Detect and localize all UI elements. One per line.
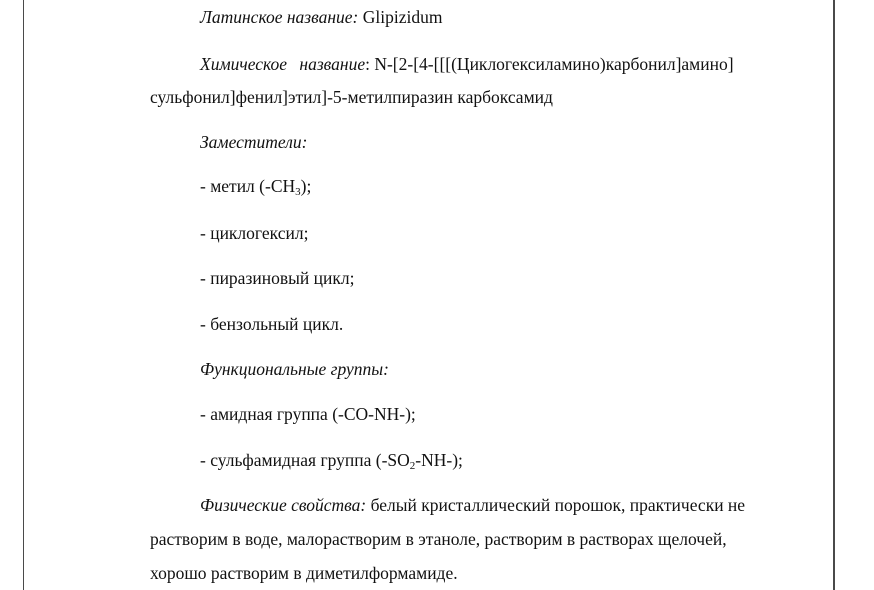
functional-groups-heading: Функциональные группы: bbox=[200, 359, 389, 379]
substituent-methyl bbox=[200, 176, 311, 197]
latin-name-label: Латинское название: bbox=[200, 7, 359, 27]
chemical-name-line-1 bbox=[200, 54, 773, 75]
substituent-cyclohexyl: - циклогексил; bbox=[200, 223, 309, 243]
methyl-subscript: 3 bbox=[295, 186, 301, 198]
physical-properties-line-2: растворим в воде, малорастворим в этаноле, растворим в растворах щелочей, bbox=[150, 529, 727, 549]
physical-properties-line-3: хорошо растворим в диметилформамиде. bbox=[150, 563, 458, 583]
page-right-border bbox=[833, 0, 835, 590]
chemical-name-value-1: : N-[2-[4-[[[(Циклогексиламино)карбонил]амино] bbox=[365, 54, 734, 74]
latin-name-value: Glipizidum bbox=[358, 7, 443, 27]
chemical-name-label: Химическое название bbox=[200, 54, 366, 74]
group-amide: - амидная группа (-CO-NH-); bbox=[200, 404, 416, 424]
chemical-name-line-2: сульфонил]фенил]этил]-5-метилпиразин карбоксамид bbox=[150, 87, 553, 107]
substituent-benzene: - бензольный цикл. bbox=[200, 314, 344, 334]
physical-properties-label: Физические свойства: bbox=[200, 495, 367, 515]
substituents-heading: Заместители: bbox=[200, 132, 308, 152]
latin-name-line bbox=[200, 7, 442, 28]
sulfamide-suffix: -NH-); bbox=[415, 450, 463, 470]
sulfamide-subscript: 2 bbox=[409, 460, 416, 472]
document-page bbox=[24, 0, 833, 590]
methyl-text: - метил (-CH bbox=[200, 176, 296, 196]
physical-properties-line-1 bbox=[200, 495, 745, 516]
sulfamide-text: - сульфамидная группа (-SO bbox=[200, 450, 410, 470]
substituent-pyrazine: - пиразиновый цикл; bbox=[200, 268, 355, 288]
group-sulfamide bbox=[200, 450, 463, 471]
physical-properties-value-1: белый кристаллический порошок, практически не bbox=[366, 495, 746, 515]
methyl-suffix: ); bbox=[300, 176, 312, 196]
